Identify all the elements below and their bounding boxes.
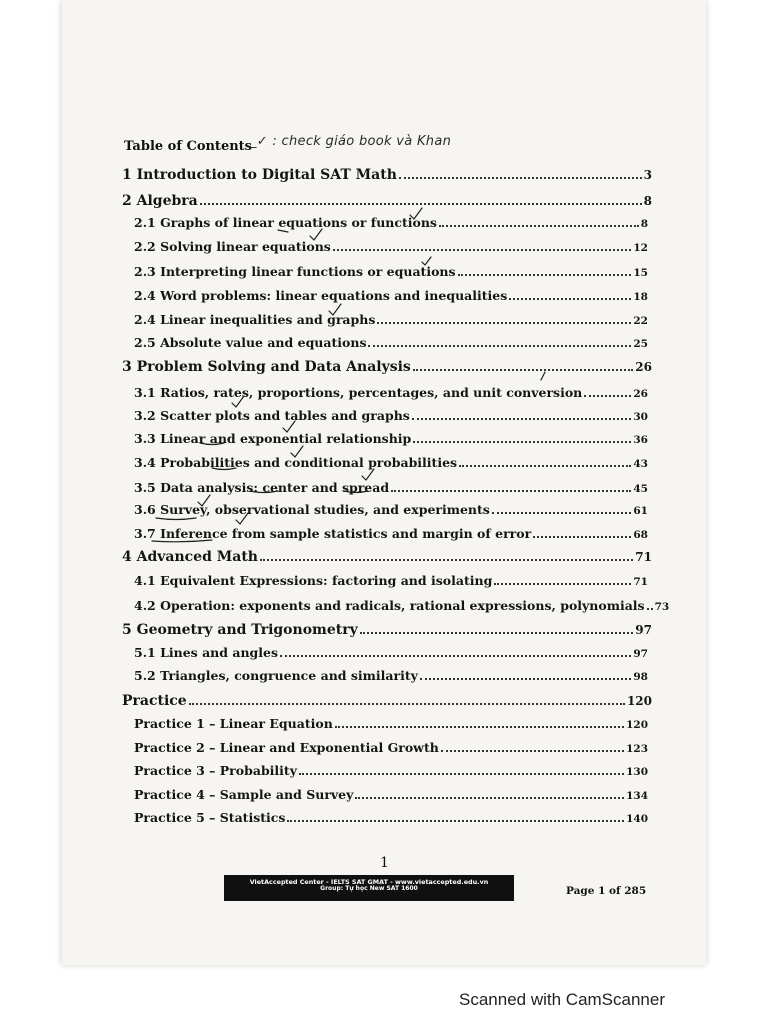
toc-entry-page: 12	[633, 242, 648, 254]
toc-entry	[134, 810, 648, 828]
toc-entry-title: 3.2 Scatter plots and tables and graphs	[134, 408, 410, 423]
dot-leader	[492, 512, 632, 514]
toc-entry-page: 3	[643, 168, 652, 182]
dot-leader	[391, 490, 631, 492]
toc-entry-title: 4.2 Operation: exponents and radicals, rational expressions, polynomials	[134, 598, 645, 613]
page-number: 1	[380, 855, 389, 871]
dot-leader	[280, 655, 631, 657]
toc-entry	[134, 335, 648, 353]
toc-entry-page: 8	[640, 218, 648, 230]
toc-entry-title: 2.5 Absolute value and equations	[134, 335, 367, 350]
dot-leader	[368, 345, 631, 347]
toc-entry-page: 97	[633, 648, 648, 660]
dot-leader	[355, 797, 624, 799]
dot-leader	[200, 203, 642, 205]
footer-banner-line2: Group: Tự học New SAT 1600	[320, 885, 418, 893]
dot-leader	[335, 726, 624, 728]
toc-entry	[134, 408, 648, 426]
toc-entry-title: 5 Geometry and Trigonometry	[122, 622, 358, 638]
toc-entry	[134, 740, 648, 758]
toc-entry-title: 3.5 Data analysis: center and spread	[134, 480, 390, 495]
dot-leader	[360, 632, 634, 634]
toc-entry	[134, 215, 648, 233]
toc-entry-page: 140	[626, 813, 648, 825]
dot-leader	[533, 536, 631, 538]
toc-entry	[122, 359, 652, 377]
toc-entry-title: 2.2 Solving linear equations	[134, 239, 331, 254]
toc-entry-page: 22	[633, 315, 648, 327]
toc-entry-page: 15	[633, 267, 648, 279]
toc-entry	[134, 264, 648, 282]
toc-entry-page: 98	[633, 671, 648, 683]
dot-leader	[287, 820, 624, 822]
toc-entry-title: Practice 2 – Linear and Exponential Growth	[134, 740, 439, 755]
toc-entry	[134, 502, 648, 520]
toc-entry-title: 3.1 Ratios, rates, proportions, percentages, and unit conversion	[134, 385, 583, 400]
toc-entry	[134, 573, 648, 591]
toc-entry	[122, 549, 652, 567]
toc-entry	[134, 526, 648, 544]
dot-leader	[494, 583, 631, 585]
toc-entry-page: 97	[635, 623, 652, 637]
toc-entry	[122, 193, 652, 211]
page-count: Page 1 of 285	[566, 885, 647, 897]
toc-entry	[122, 622, 652, 640]
toc-entry-page: 43	[633, 458, 648, 470]
dot-leader	[458, 274, 632, 276]
dot-leader	[333, 249, 632, 251]
dot-leader	[260, 559, 633, 561]
toc-entry-title: 3.6 Survey, observational studies, and experiments	[134, 502, 490, 517]
toc-entry	[122, 167, 652, 185]
toc-entry	[134, 645, 648, 663]
toc-entry	[134, 312, 648, 330]
dot-leader	[509, 298, 631, 300]
toc-entry-page: 123	[626, 743, 648, 755]
footer-banner	[224, 875, 514, 901]
dot-leader	[420, 678, 632, 680]
toc-entry	[134, 385, 648, 403]
toc-entry-title: 1 Introduction to Digital SAT Math	[122, 167, 397, 183]
toc-entry-title: 3.4 Probabilities and conditional probabilities	[134, 455, 458, 470]
dot-leader	[189, 703, 625, 705]
toc-entry	[134, 480, 648, 498]
toc-entry-title: 2.4 Linear inequalities and graphs	[134, 312, 376, 327]
toc-entry-page: 26	[633, 388, 648, 400]
dot-leader	[459, 465, 631, 467]
toc-entry-title: Practice 5 – Statistics	[134, 810, 286, 825]
toc-entry	[134, 239, 648, 257]
toc-entry-page: 30	[633, 411, 648, 423]
toc-entry-title: 5.1 Lines and angles	[134, 645, 279, 660]
toc-entry-title: 2 Algebra	[122, 193, 198, 209]
toc-entry-page: 45	[633, 483, 648, 495]
toc-entry-page: 134	[626, 790, 648, 802]
toc-entry-page: 120	[626, 694, 652, 708]
dot-leader	[377, 322, 631, 324]
footer-banner-line1: VietAccepted Center - IELTS SAT GMAT - www.vietaccepted.edu.vn	[249, 878, 489, 886]
toc-entry-title: Practice	[122, 693, 187, 709]
dot-leader	[439, 225, 639, 227]
dot-leader	[441, 750, 624, 752]
toc-entry-page: 26	[635, 360, 652, 374]
toc-entry-page: 130	[626, 766, 648, 778]
toc-entry-page: 61	[633, 505, 648, 517]
toc-entry	[134, 668, 648, 686]
dot-leader	[584, 395, 631, 397]
toc-entry-title: Practice 3 – Probability	[134, 763, 297, 778]
toc-entry-title: 2.1 Graphs of linear equations or functions	[134, 215, 437, 230]
dot-leader	[412, 418, 632, 420]
toc-entry	[134, 431, 648, 449]
toc-entry-title: 3.7 Inference from sample statistics and margin of error	[134, 526, 532, 541]
toc-entry-page: 68	[633, 529, 648, 541]
toc-entry	[134, 763, 648, 781]
toc-entry-page: 36	[633, 434, 648, 446]
toc-heading: Table of Contents	[124, 139, 252, 154]
toc-entry	[134, 288, 648, 306]
toc-entry	[134, 716, 648, 734]
handwritten-note: _✓ : check giáo book và Khan	[250, 134, 452, 149]
toc-entry-title: 2.3 Interpreting linear functions or equations	[134, 264, 456, 279]
dot-leader	[413, 441, 631, 443]
toc-entry-page: 120	[626, 719, 648, 731]
toc-entry-page: 18	[633, 291, 648, 303]
toc-entry-title: 5.2 Triangles, congruence and similarity	[134, 668, 418, 683]
toc-entry	[134, 598, 670, 616]
dot-leader	[399, 177, 642, 179]
toc-entry-title: 4 Advanced Math	[122, 549, 258, 565]
toc-entry	[134, 787, 648, 805]
toc-entry-page: 25	[633, 338, 648, 350]
dot-leader	[413, 369, 633, 371]
toc-entry	[134, 455, 648, 473]
toc-entry	[122, 693, 652, 711]
toc-entry-page: 73	[654, 601, 670, 613]
toc-entry-title: 4.1 Equivalent Expressions: factoring and isolating	[134, 573, 493, 588]
toc-entry-title: 3.3 Linear and exponential relationship	[134, 431, 412, 446]
dot-leader	[647, 608, 653, 610]
toc-entry-title: Practice 1 – Linear Equation	[134, 716, 333, 731]
toc-entry-title: 2.4 Word problems: linear equations and inequalities	[134, 288, 508, 303]
toc-entry-page: 8	[643, 194, 652, 208]
toc-entry-page: 71	[633, 576, 648, 588]
toc-entry-title: Practice 4 – Sample and Survey	[134, 787, 354, 802]
toc-entry-page: 71	[635, 550, 652, 564]
scanner-watermark: Scanned with CamScanner	[459, 990, 666, 1009]
toc-entry-title: 3 Problem Solving and Data Analysis	[122, 359, 411, 375]
dot-leader	[299, 773, 624, 775]
